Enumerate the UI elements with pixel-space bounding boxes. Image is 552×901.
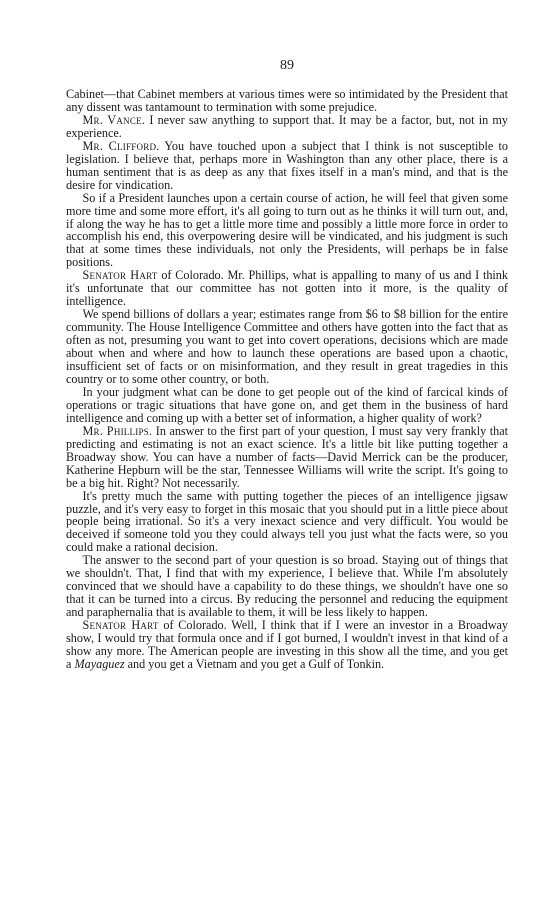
paragraph-text-tail: and you get a Vietnam and you get a Gulf of Tonkin. (124, 656, 385, 671)
speaker-name: Mr. Vance. (82, 112, 146, 127)
speaker-name: Mr. Clifford. (82, 138, 160, 153)
paragraph (66, 425, 508, 490)
paragraph-text: In answer to the first part of your question, I must say very frankly that predicting and estimating is not an exact science. It's a little bit like putting together a Broadway show. You can have a number of facts—David Merrick can be the producer, Katherine Hepburn will be the star, Tennessee Williams will write the script. It's going to be a big hit. Right? Not necessarily. (66, 423, 508, 490)
speaker-name: Senator Hart (82, 618, 159, 633)
paragraph-italic-text: Mayaguez (74, 656, 125, 671)
paragraph (66, 308, 508, 386)
paragraph-text: The answer to the second part of your question is so broad. Staying out of things that we shouldn't. That, I find that with my experience, I believe that. While I'm absolutely convinced that we should have a capability to do these things, we shouldn't have one so that it can be turned into a circus. By reducing the personnel and reducing the equipment and paraphernalia that is available to them, it will be less likely to happen. (66, 553, 508, 620)
paragraph-text: of Colorado. Mr. Phillips, what is appalling to many of us and I think it's unfortunate that our committee has not gotten into it more, is the quality of intelligence. (66, 268, 508, 309)
paragraph-text: So if a President launches upon a certain course of action, he will feel that given some more time and some more effort, it's all going to turn out as he thinks it will turn out, and, if along the way he has to get a little more time and possibly a little more force in order to accomplish his end, this overpowering desire will be vindicated, and his judgment is such that at some times these individuals, not only the Presidents, will perhaps be in false positions. (66, 190, 508, 270)
paragraph (66, 554, 508, 619)
paragraph-text: Cabinet—that Cabinet members at various times were so intimidated by the President that any dissent was tantamount to termination with some prejudice. (66, 87, 508, 114)
paragraph (66, 386, 508, 425)
transcript-body (66, 88, 508, 671)
paragraph (66, 269, 508, 308)
paragraph (66, 619, 508, 671)
speaker-name: Senator Hart (82, 268, 158, 283)
paragraph (66, 140, 508, 192)
paragraph-text: It's pretty much the same with putting together the pieces of an intelligence jigsaw puzzle, and it's very easy to forget in this mosaic that you should put in a little piece about people being irrational. So it's a very inexact science and very difficult. You would be deceived if someone told you they could always tell you just what the facts were, so you could make a rational decision. (66, 488, 508, 555)
paragraph (66, 490, 508, 555)
paragraph-text: In your judgment what can be done to get people out of the kind of farcical kinds of operations or tragic situations that have gone on, and get them in the business of hard intelligence and coming up with a better set of information, a higher quality of work? (66, 384, 508, 425)
speaker-name: Mr. Phillips. (82, 423, 153, 438)
paragraph-text: You have touched upon a subject that I think is not susceptible to legislation. I believe that, perhaps more in Washington than any other place, there is a human sentiment that is as deep as any that fixes itself in a man's mind, and that is the desire for vindication. (66, 138, 508, 192)
paragraph (66, 114, 508, 140)
paragraph (66, 192, 508, 270)
paragraph-text: I never saw anything to support that. It may be a factor, but, not in my experience. (66, 112, 508, 140)
page-number: 89 (280, 58, 294, 73)
paragraph (66, 88, 508, 114)
paragraph-text: of Colorado. Well, I think that if I were an investor in a Broadway show, I would try that formula once and if I got burned, I wouldn't invest in that kind of a show any more. The American people are investing in this show all the time, and you get a (66, 618, 508, 671)
paragraph-text: We spend billions of dollars a year; estimates range from $6 to $8 billion for the entire community. The House Intelligence Committee and others have gotten into the fact that as often as not, presuming you want to get into covert operations, decisions which are made about when and where and how to launch these operations are based upon a chaotic, insufficient set of facts or on misinformation, and they result in great tragedies in this country or to some other country, or both. (66, 307, 508, 386)
